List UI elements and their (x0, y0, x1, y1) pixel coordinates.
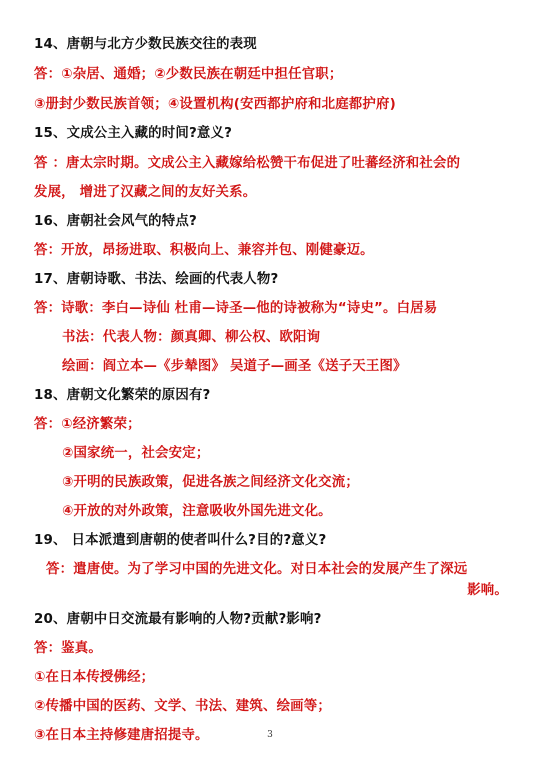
answer-17-line-3: 绘画：阎立本—《步辇图》 吴道子—画圣《送子天王图》 (62, 359, 407, 374)
answer-16-line-1: 答：开放，昂扬进取、积极向上、兼容并包、刚健豪迈。 (34, 243, 374, 258)
answer-19-line-2: 影响。 (467, 583, 508, 598)
question-20: 20、唐朝中日交流最有影响的人物?贡献?影响? (34, 612, 322, 627)
answer-18-line-4: ④开放的对外政策，注意吸收外国先进文化。 (62, 504, 332, 519)
question-14: 14、唐朝与北方少数民族交往的表现 (34, 37, 257, 52)
question-17: 17、唐朝诗歌、书法、绘画的代表人物? (34, 272, 279, 287)
question-19: 19、 日本派遣到唐朝的使者叫什么?目的?意义? (34, 533, 327, 548)
question-18: 18、唐朝文化繁荣的原因有? (34, 388, 211, 403)
answer-20-line-4: ③在日本主持修建唐招提寺。 (34, 728, 209, 743)
page-number: 3 (267, 730, 273, 740)
answer-17-line-1: 答：诗歌：李白—诗仙 杜甫—诗圣—他的诗被称为“诗史”。白居易 (34, 301, 438, 316)
answer-19-line-1: 答：遣唐使。为了学习中国的先进文化。对日本社会的发展产生了深远 (46, 562, 468, 577)
answer-15-line-1: 答 ：唐太宗时期。文成公主入藏嫁给松赞干布促进了吐蕃经济和社会的 (34, 156, 461, 171)
question-16: 16、唐朝社会风气的特点? (34, 214, 197, 229)
answer-20-line-2: ①在日本传授佛经； (34, 670, 155, 685)
answer-18-line-3: ③开明的民族政策，促进各族之间经济文化交流； (62, 475, 359, 490)
answer-17-line-2: 书法：代表人物：颜真卿、柳公权、欧阳询 (62, 330, 321, 345)
answer-15-line-2: 发展， 增进了汉藏之间的友好关系。 (34, 185, 257, 200)
answer-20-line-3: ②传播中国的医药、文学、书法、建筑、绘画等； (34, 699, 331, 714)
answer-20-line-1: 答：鉴真。 (34, 641, 102, 656)
answer-14-line-2: ③册封少数民族首领；④设置机构(安西都护府和北庭都护府) (34, 97, 396, 112)
answer-18-line-1: 答：①经济繁荣； (34, 417, 141, 432)
answer-14-line-1: 答：①杂居、通婚；②少数民族在朝廷中担任官职； (34, 67, 343, 82)
answer-18-line-2: ②国家统一，社会安定； (62, 446, 210, 461)
question-15: 15、文成公主入藏的时间?意义? (34, 126, 233, 141)
